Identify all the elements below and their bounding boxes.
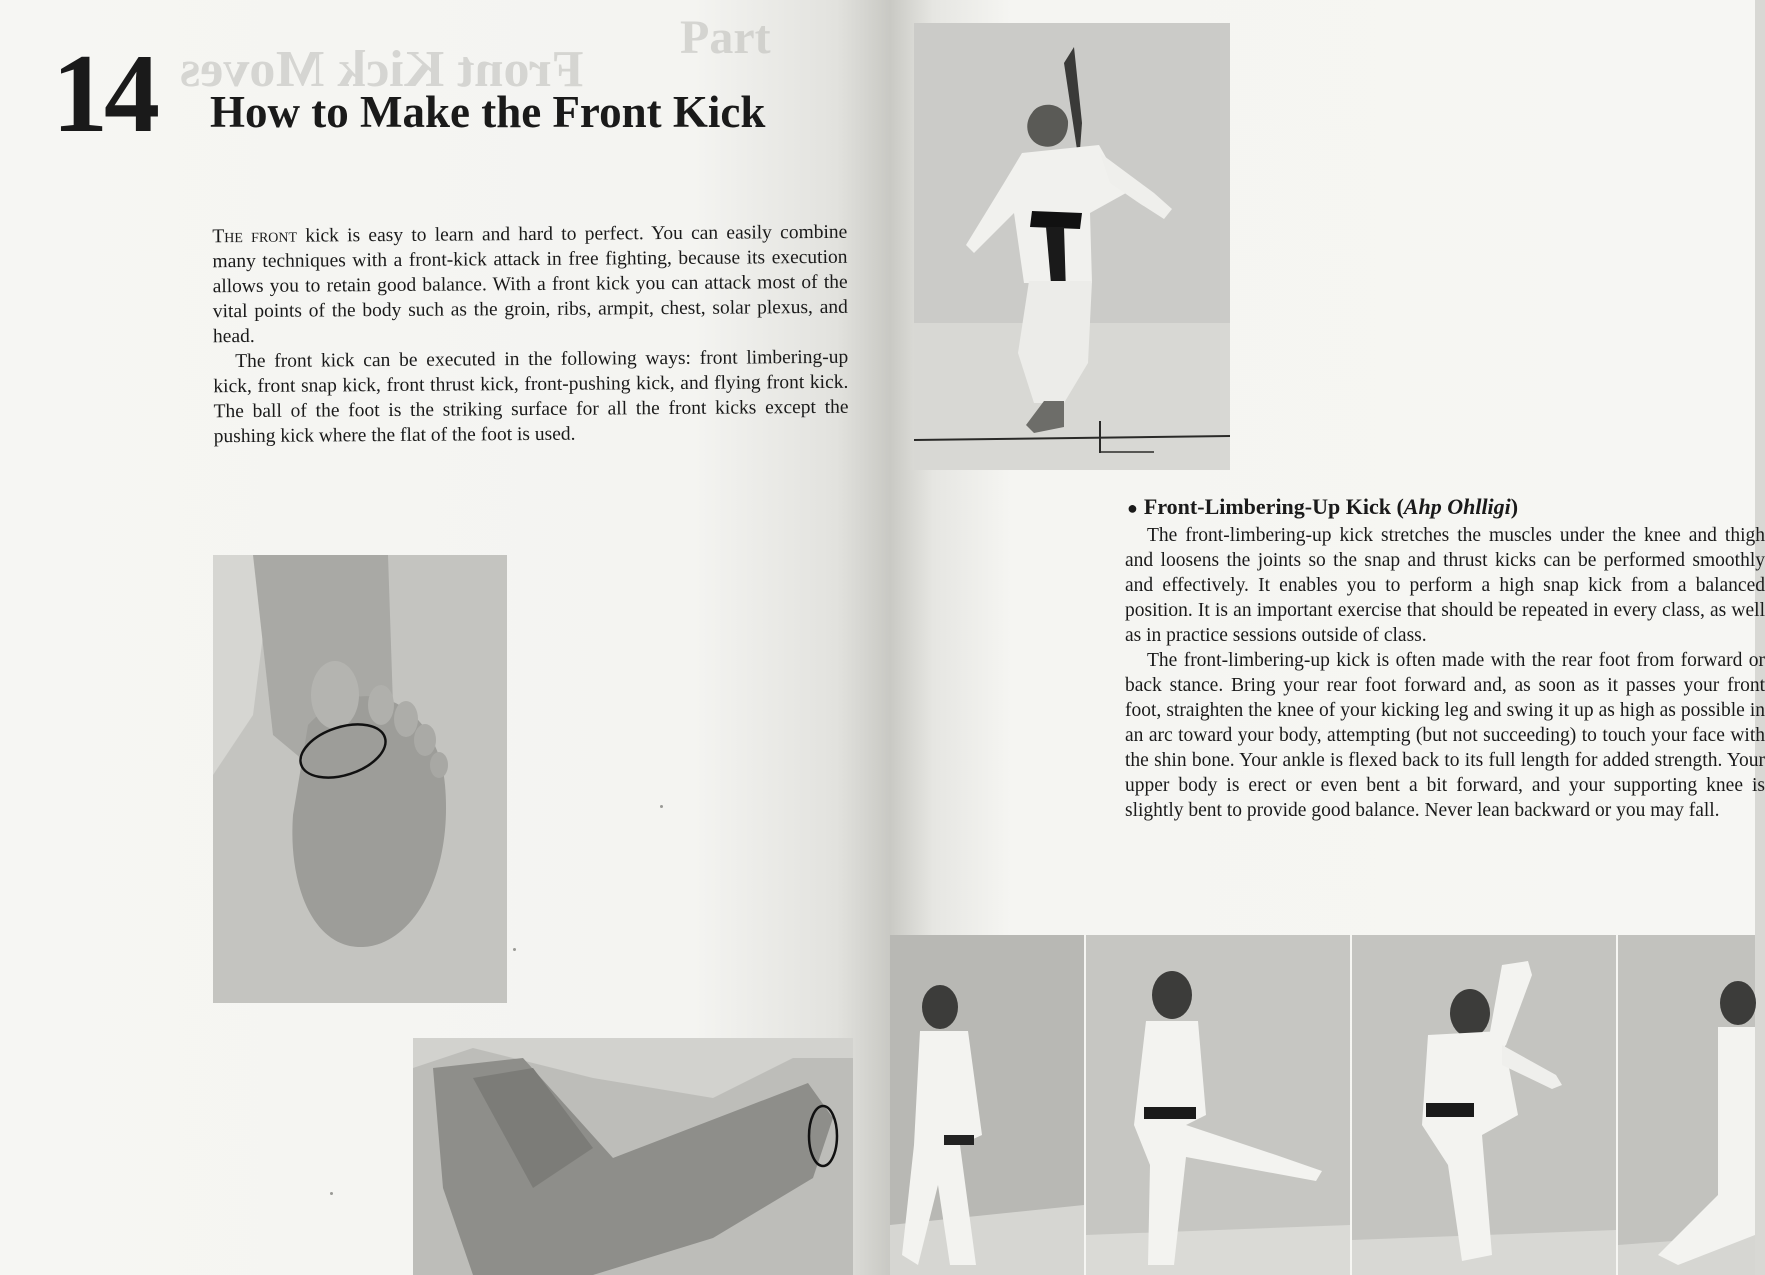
foot-side-illustration — [413, 1038, 853, 1275]
intro-paragraph-1-text: kick is easy to learn and hard to perfect. You can easily combine many techniques with a front-kick attack in free fighting, because its execution allows you to retain good balance. With a front kick you can attack most of the vital points of the body such as the groin, ribs, armpit, chest, solar plexus, and head. — [212, 221, 848, 348]
chapter-number: 14 — [52, 32, 156, 156]
limbering-text — [1125, 523, 1765, 823]
sequence-figure-4 — [1618, 935, 1755, 1275]
foot-sole-illustration — [213, 555, 507, 1003]
sequence-figure-3 — [1352, 935, 1616, 1275]
sequence-figure-1 — [890, 935, 1084, 1275]
sequence-photo-2 — [1086, 935, 1350, 1275]
sequence-photo-1 — [890, 935, 1084, 1275]
section-heading-text: Front-Limbering-Up Kick ( — [1143, 494, 1404, 519]
kicker-photo — [914, 23, 1230, 470]
kicker-illustration — [914, 23, 1230, 470]
sequence-figure-2 — [1086, 935, 1350, 1275]
intro-text — [212, 220, 849, 449]
limbering-paragraph-1: The front-limbering-up kick stretches the muscles under the knee and thigh and loosens the joints so the snap and thrust kicks can be performed smoothly and effectively. It enables you to perform a high snap kick from a balanced position. It is an important exercise that should be repeated in every class, as well as in practice sessions outside of class. — [1125, 525, 1765, 646]
ghost-bleed-title: Front Kick Moves — [180, 41, 584, 98]
foot-sole-photo — [213, 555, 507, 1003]
bullet-icon: ● — [1127, 498, 1138, 518]
sequence-photo-3 — [1352, 935, 1616, 1275]
foot-side-photo — [413, 1038, 853, 1275]
limbering-paragraph-2: The front-limbering-up kick is often made with the rear foot from forward or back stance. Bring your rear foot forward and, as soon as it passes your front foot, straighten the knee of your kicking leg and swing it up as high as possible in an arc toward your body, attempting (but not succeeding) to touch your face with the shin bone. Your ankle is flexed back to its full length for added strength. Your upper body is erect or even bent a bit forward, and your supporting knee is slightly bent to provide good balance. Never lean backward or you may fall. — [1125, 650, 1765, 821]
intro-lead-smallcaps: The front — [212, 225, 298, 248]
section-heading-close: ) — [1510, 494, 1519, 519]
section-heading — [1127, 494, 1518, 520]
section-heading-korean: Ahp Ohlligi — [1403, 494, 1511, 519]
intro-paragraph-1 — [212, 220, 848, 349]
sequence-photo-4 — [1618, 935, 1755, 1275]
chapter-title: How to Make the Front Kick — [210, 87, 766, 137]
ghost-part-label: Part — [680, 11, 771, 64]
intro-paragraph-2: The front kick can be executed in the following ways: front limbering-up kick, front snap kick, front thrust kick, front-pushing kick, and flying front kick. The ball of the foot is the striking surface for all the front kicks except the pushing kick where the flat of the foot is used. — [213, 346, 849, 448]
